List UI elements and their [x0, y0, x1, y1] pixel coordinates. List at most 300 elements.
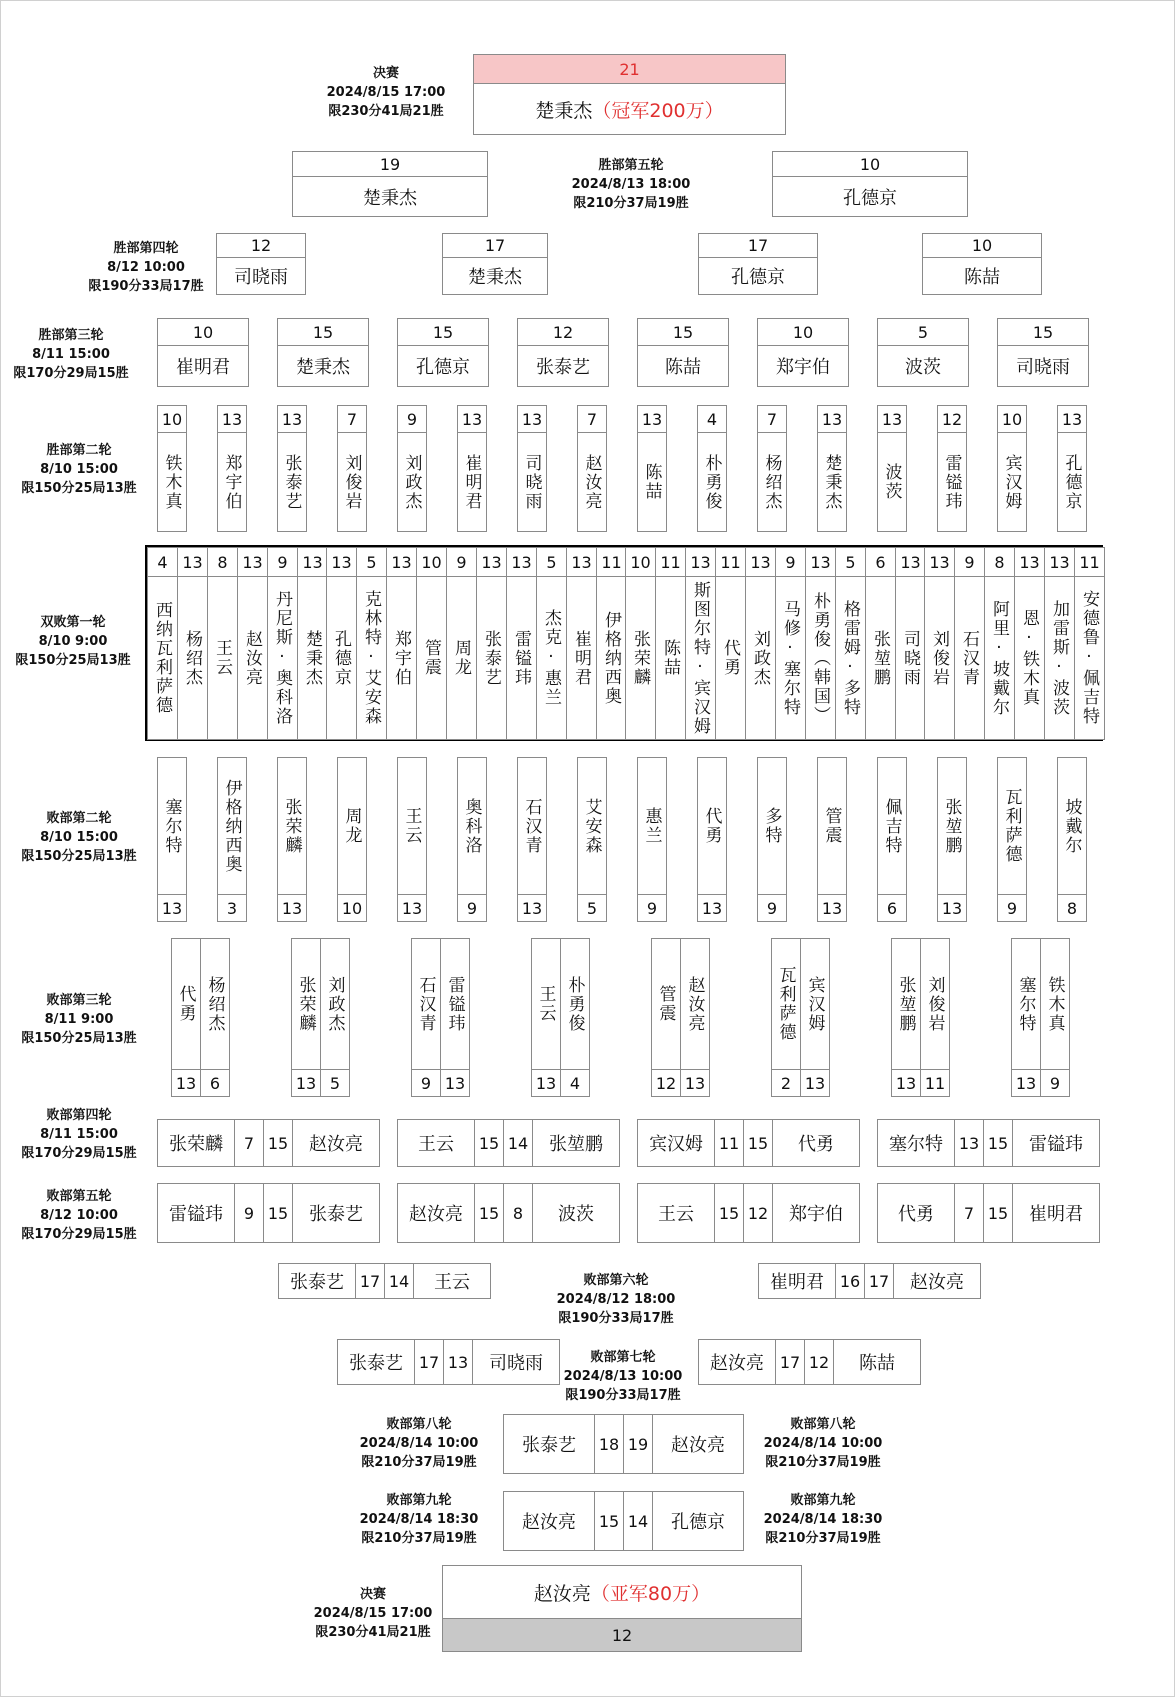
match-score: 6 [877, 894, 907, 922]
round-label-w3 [0, 326, 151, 383]
match-score: 3 [217, 894, 247, 922]
player-name [267, 576, 298, 740]
player-b-score: 15 [983, 1183, 1013, 1243]
player-name-text: 塞尔特 [1015, 975, 1036, 1033]
player-name-text: 郑宇伯 [391, 629, 411, 687]
player-name-text: 瓦利萨德 [775, 966, 796, 1042]
round-limit: 限170分29局15胜 [21, 1227, 137, 1242]
player-b-name: 王云 [413, 1263, 491, 1299]
player-a-score: 15 [474, 1183, 504, 1243]
round-limit: 限210分37局19胜 [765, 1455, 881, 1470]
round-title: 决赛 [372, 66, 399, 81]
match-score: 13 [157, 894, 187, 922]
player-name [596, 576, 627, 740]
player-name-text: 安德鲁·佩吉特 [1079, 590, 1099, 726]
player-name-text: 多特 [761, 807, 782, 845]
match-score: 8 [207, 547, 238, 577]
player-b-name: 雷镒玮 [1012, 1119, 1100, 1167]
player-a-name: 塞尔特 [877, 1119, 955, 1167]
player-name-text: 阿里·坡戴尔 [989, 599, 1009, 717]
player-a-name: 张泰艺 [278, 1263, 356, 1299]
match-score: 13 [637, 405, 667, 433]
player-name-text: 马修·塞尔特 [780, 599, 800, 717]
player-name [625, 576, 656, 740]
player-name-text: 雷镒玮 [444, 975, 465, 1033]
round-title: 败部第五轮 [46, 1189, 112, 1204]
player-b-score: 19 [623, 1414, 653, 1474]
round-title: 决赛 [359, 1587, 386, 1602]
player-name-text: 崔明君 [461, 453, 482, 511]
player-name [771, 938, 801, 1070]
player-name-text: 张堃鹏 [895, 975, 916, 1033]
match-score: 13 [1044, 547, 1075, 577]
player-name-text: 孔德京 [331, 629, 351, 687]
player-name [637, 432, 667, 532]
player-name-text: 赵汝亮 [581, 453, 602, 511]
player-name-text: 杰克·惠兰 [541, 609, 561, 707]
match-score: 10 [922, 233, 1042, 258]
round-limit: 限190分33局17胜 [88, 279, 204, 294]
match-score: 10 [997, 405, 1027, 433]
player-name: 郑宇伯 [757, 345, 849, 387]
player-name-text: 代勇 [701, 807, 722, 845]
match-score: 13 [680, 1069, 710, 1097]
round-title: 败部第九轮 [790, 1493, 856, 1508]
round-title: 败部第九轮 [386, 1493, 452, 1508]
player-name [531, 938, 561, 1070]
player-name-text: 刘俊岩 [929, 629, 949, 687]
match-score: 15 [997, 318, 1089, 346]
player-name: 孔德京 [772, 176, 968, 217]
match-score: 13 [277, 894, 307, 922]
round-label-l3 [0, 991, 159, 1048]
player-name [277, 432, 307, 532]
match-score: 13 [895, 547, 926, 577]
player-name-text: 加雷斯·波茨 [1049, 599, 1069, 717]
match-score: 4 [697, 405, 727, 433]
match-score: 6 [865, 547, 896, 577]
round-time: 2024/8/12 18:00 [556, 1292, 676, 1307]
player-name [457, 432, 487, 532]
player-b-score: 14 [503, 1119, 533, 1167]
round-time: 2024/8/14 18:30 [359, 1512, 479, 1527]
player-b-name: 司晓雨 [472, 1339, 560, 1385]
match-score: 10 [157, 405, 187, 433]
match-score: 13 [800, 1069, 830, 1097]
match-score: 12 [517, 318, 609, 346]
player-b-name: 代勇 [772, 1119, 860, 1167]
player-a-name: 崔明君 [758, 1263, 836, 1299]
round-title: 败部第三轮 [46, 993, 112, 1008]
player-name: 司晓雨 [216, 257, 306, 295]
round-title: 败部第四轮 [46, 1108, 112, 1123]
player-a-score: 15 [474, 1119, 504, 1167]
match-score: 17 [442, 233, 548, 258]
player-name [685, 576, 716, 740]
match-score: 11 [596, 547, 627, 577]
player-name-text: 铁木真 [1044, 975, 1065, 1033]
player-name [446, 576, 477, 740]
match-score: 9 [397, 405, 427, 433]
round-limit: 限150分25局13胜 [15, 653, 131, 668]
player-name [291, 938, 321, 1070]
player-b-name: 郑宇伯 [772, 1183, 860, 1243]
match-score: 13 [745, 547, 776, 577]
player-b-score: 15 [743, 1119, 773, 1167]
player-name-text: 周龙 [341, 807, 362, 845]
player-name [577, 432, 607, 532]
round-time: 2024/8/14 10:00 [359, 1436, 479, 1451]
player-name-text: 郑宇伯 [221, 453, 242, 511]
player-name [536, 576, 567, 740]
player-name [637, 757, 667, 895]
match-score: 13 [386, 547, 417, 577]
player-name: 楚秉杰 [442, 257, 548, 295]
player-name [805, 576, 836, 740]
match-score: 13 [476, 547, 507, 577]
player-name-text: 朴勇俊（韩国） [810, 591, 830, 725]
player-name-text: 代勇 [175, 985, 196, 1023]
player-a-score: 17 [414, 1339, 444, 1385]
match-score: 10 [337, 894, 367, 922]
round-label-w2 [0, 441, 159, 498]
match-score: 13 [397, 894, 427, 922]
player-name-text: 杨绍杰 [182, 629, 202, 687]
player-name [877, 757, 907, 895]
match-score: 13 [1057, 405, 1087, 433]
player-a-name: 宾汉姆 [637, 1119, 715, 1167]
player-name [171, 938, 201, 1070]
round-time: 2024/8/13 10:00 [563, 1369, 683, 1384]
player-name [655, 576, 686, 740]
player-name: 楚秉杰 [277, 345, 369, 387]
player-name [416, 576, 447, 740]
player-a-score: 15 [714, 1183, 744, 1243]
player-a-score: 15 [594, 1491, 624, 1551]
match-score: 9 [446, 547, 477, 577]
player-b-name: 赵汝亮 [652, 1414, 744, 1474]
player-name [895, 576, 926, 740]
round-title: 胜部第五轮 [598, 158, 664, 173]
player-name-text: 石汉青 [959, 629, 979, 687]
round-label-l2 [0, 809, 159, 866]
player-name: 崔明君 [157, 345, 249, 387]
round-time: 8/10 15:00 [40, 462, 118, 477]
match-score: 13 [891, 1069, 921, 1097]
player-name-text: 坡戴尔 [1061, 797, 1082, 855]
player-name-text: 崔明君 [571, 629, 591, 687]
player-a-name: 王云 [637, 1183, 715, 1243]
round-time: 8/11 15:00 [40, 1127, 118, 1142]
player-name-text: 赵汝亮 [242, 629, 262, 687]
match-score: 13 [171, 1069, 201, 1097]
round-time: 8/10 15:00 [40, 830, 118, 845]
player-a-name: 赵汝亮 [503, 1491, 595, 1551]
player-a-name: 王云 [397, 1119, 475, 1167]
match-score: 10 [416, 547, 447, 577]
player-name-text: 张堃鹏 [941, 797, 962, 855]
player-name: 张泰艺 [517, 345, 609, 387]
match-score: 13 [506, 547, 537, 577]
player-name [157, 757, 187, 895]
player-name: 波茨 [877, 345, 969, 387]
player-b-score: 15 [263, 1183, 293, 1243]
match-score: 8 [1057, 894, 1087, 922]
player-name [937, 757, 967, 895]
match-score: 10 [772, 151, 968, 177]
player-a-name: 赵汝亮 [698, 1339, 776, 1385]
player-name: 陈喆 [922, 257, 1042, 295]
player-name-text: 王云 [535, 985, 556, 1023]
player-name-text: 雷镒玮 [941, 453, 962, 511]
match-score: 13 [697, 894, 727, 922]
player-a-name: 代勇 [877, 1183, 955, 1243]
champion-prize: （冠军200万） [592, 99, 724, 122]
player-b-score: 15 [983, 1119, 1013, 1167]
player-name-text: 楚秉杰 [302, 629, 322, 687]
player-name [457, 757, 487, 895]
match-score: 6 [200, 1069, 230, 1097]
player-name-text: 陈喆 [660, 639, 680, 677]
match-score: 13 [326, 547, 357, 577]
match-score: 5 [835, 547, 866, 577]
match-score: 5 [577, 894, 607, 922]
round-label-final_top [306, 64, 466, 121]
player-a-score: 7 [234, 1119, 264, 1167]
player-b-score: 8 [503, 1183, 533, 1243]
round-title: 败部第六轮 [583, 1273, 649, 1288]
match-score: 9 [757, 894, 787, 922]
player-name-text: 石汉青 [521, 797, 542, 855]
player-name [817, 757, 847, 895]
match-score: 13 [937, 894, 967, 922]
match-score: 5 [356, 547, 387, 577]
player-name [865, 576, 896, 740]
player-name [506, 576, 537, 740]
player-a-score: 13 [954, 1119, 984, 1167]
player-name [1057, 757, 1087, 895]
match-score: 11 [715, 547, 746, 577]
match-score: 13 [817, 894, 847, 922]
player-name [997, 432, 1027, 532]
player-name-text: 宾汉姆 [804, 975, 825, 1033]
player-b-score: 12 [743, 1183, 773, 1243]
match-score: 9 [637, 894, 667, 922]
match-score: 4 [147, 547, 178, 577]
player-a-name: 赵汝亮 [397, 1183, 475, 1243]
match-score: 10 [625, 547, 656, 577]
player-name [757, 757, 787, 895]
player-name [954, 576, 985, 740]
player-name-text: 石汉青 [415, 975, 436, 1033]
player-name-text: 杨绍杰 [761, 453, 782, 511]
player-a-name: 张泰艺 [503, 1414, 595, 1474]
player-name-text: 波茨 [881, 463, 902, 501]
match-score: 9 [457, 894, 487, 922]
match-score: 13 [817, 405, 847, 433]
player-a-score: 17 [355, 1263, 385, 1299]
round-title: 败部第七轮 [590, 1350, 656, 1365]
round-limit: 限210分37局19胜 [361, 1455, 477, 1470]
round-limit: 限210分37局19胜 [765, 1531, 881, 1546]
match-score: 13 [237, 547, 268, 577]
match-score: 13 [440, 1069, 470, 1097]
player-name-text: 瓦利萨德 [1001, 788, 1022, 864]
player-name-text: 刘政杰 [750, 629, 770, 687]
player-name-text: 朴勇俊 [701, 453, 722, 511]
player-name-text: 张泰艺 [481, 629, 501, 687]
player-name-text: 恩·铁木真 [1019, 609, 1039, 707]
match-score: 11 [655, 547, 686, 577]
player-name-text: 管震 [655, 985, 676, 1023]
player-name [326, 576, 357, 740]
player-name-text: 奥科洛 [461, 797, 482, 855]
player-name-text: 孔德京 [1061, 453, 1082, 511]
match-score: 13 [566, 547, 597, 577]
player-name [1074, 576, 1105, 740]
player-name-text: 赵汝亮 [684, 975, 705, 1033]
player-name [147, 576, 178, 740]
player-name-text: 张堃鹏 [870, 629, 890, 687]
player-a-name: 张荣麟 [157, 1119, 235, 1167]
round-title: 双败第一轮 [40, 615, 106, 630]
round-title: 败部第二轮 [46, 811, 112, 826]
match-score: 10 [757, 318, 849, 346]
round-time: 8/10 9:00 [38, 634, 108, 649]
player-name-text: 刘政杰 [324, 975, 345, 1033]
round-title: 败部第八轮 [790, 1417, 856, 1432]
runnerup-name [442, 1565, 802, 1619]
player-name [517, 757, 547, 895]
match-score: 13 [517, 894, 547, 922]
player-name [757, 432, 787, 532]
match-score: 7 [577, 405, 607, 433]
player-name [217, 432, 247, 532]
match-score: 13 [877, 405, 907, 433]
round-time: 8/12 10:00 [40, 1208, 118, 1223]
round-limit: 限190分33局17胜 [558, 1311, 674, 1326]
player-name [745, 576, 776, 740]
match-score: 5 [877, 318, 969, 346]
player-name [237, 576, 268, 740]
player-name [397, 432, 427, 532]
player-name [440, 938, 470, 1070]
player-name [177, 576, 208, 740]
round-label-l7 [543, 1348, 703, 1405]
round-label-final_bottom [293, 1585, 453, 1642]
match-score: 12 [937, 405, 967, 433]
player-a-score: 16 [835, 1263, 865, 1299]
champion-name [473, 83, 786, 135]
match-score: 5 [320, 1069, 350, 1097]
player-name-text: 司晓雨 [900, 629, 920, 687]
player-name: 孔德京 [698, 257, 818, 295]
round-label-l9b [743, 1491, 903, 1548]
player-name-text: 王云 [212, 639, 232, 677]
round-time: 2024/8/13 18:00 [571, 177, 691, 192]
player-name [997, 757, 1027, 895]
round-label-l6 [536, 1271, 696, 1328]
player-name [277, 757, 307, 895]
player-name-text: 楚秉杰 [821, 453, 842, 511]
player-name [411, 938, 441, 1070]
match-score: 15 [637, 318, 729, 346]
match-score: 5 [536, 547, 567, 577]
round-limit: 限150分25局13胜 [21, 1031, 137, 1046]
player-name [337, 432, 367, 532]
player-b-score: 13 [443, 1339, 473, 1385]
player-name: 司晓雨 [997, 345, 1089, 387]
player-a-name: 张泰艺 [337, 1339, 415, 1385]
player-b-score: 14 [384, 1263, 414, 1299]
player-name: 孔德京 [397, 345, 489, 387]
player-name [1044, 576, 1075, 740]
player-name-text: 陈喆 [641, 463, 662, 501]
player-name-text: 刘俊岩 [341, 453, 362, 511]
round-time: 2024/8/14 10:00 [763, 1436, 883, 1451]
player-name-text: 张泰艺 [281, 453, 302, 511]
player-name [877, 432, 907, 532]
runnerup-score: 12 [442, 1618, 802, 1652]
player-name: 楚秉杰 [292, 176, 488, 217]
match-score: 19 [292, 151, 488, 177]
runnerup-prize: （亚军80万） [590, 1582, 711, 1605]
player-name [157, 432, 187, 532]
player-name-text: 张荣麟 [295, 975, 316, 1033]
player-name [984, 576, 1015, 740]
match-score: 11 [1074, 547, 1105, 577]
match-score: 12 [216, 233, 306, 258]
player-name [200, 938, 230, 1070]
player-name [937, 432, 967, 532]
round-time: 2024/8/15 17:00 [313, 1606, 433, 1621]
match-score: 13 [177, 547, 208, 577]
player-name [1014, 576, 1045, 740]
round-limit: 限190分33局17胜 [565, 1388, 681, 1403]
round-limit: 限170分29局15胜 [21, 1146, 137, 1161]
player-name-text: 刘俊岩 [924, 975, 945, 1033]
match-score: 15 [397, 318, 489, 346]
match-score: 13 [297, 547, 328, 577]
round-label-w5 [551, 156, 711, 213]
round-title: 胜部第二轮 [46, 443, 112, 458]
player-name-text: 张荣麟 [630, 629, 650, 687]
round-limit: 限210分37局19胜 [573, 196, 689, 211]
match-score: 9 [954, 547, 985, 577]
round-title: 胜部第三轮 [38, 328, 104, 343]
player-name [566, 576, 597, 740]
player-a-score: 17 [775, 1339, 805, 1385]
player-name-text: 雷镒玮 [511, 629, 531, 687]
player-name [217, 757, 247, 895]
player-name-text: 格雷姆·多特 [840, 599, 860, 717]
match-score: 13 [685, 547, 716, 577]
match-score: 9 [1040, 1069, 1070, 1097]
player-name-text: 惠兰 [641, 807, 662, 845]
round-label-l9a [339, 1491, 499, 1548]
round-limit: 限150分25局13胜 [21, 481, 137, 496]
round-label-l8a [339, 1415, 499, 1472]
player-name [680, 938, 710, 1070]
match-score: 13 [457, 405, 487, 433]
player-b-name: 张泰艺 [292, 1183, 380, 1243]
match-score: 9 [267, 547, 298, 577]
player-b-name: 孔德京 [652, 1491, 744, 1551]
player-b-name: 波茨 [532, 1183, 620, 1243]
round-limit: 限150分25局13胜 [21, 849, 137, 864]
match-score: 7 [337, 405, 367, 433]
match-score: 12 [651, 1069, 681, 1097]
